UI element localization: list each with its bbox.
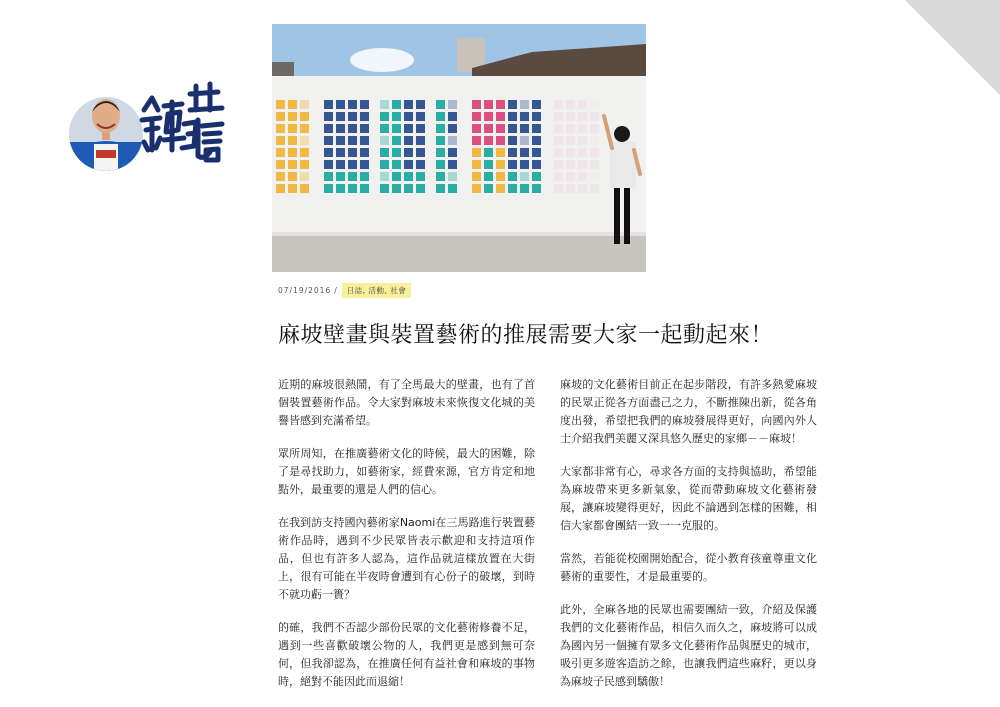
mural-tile [380,172,389,181]
mural-tile [496,160,505,169]
mural-tile [532,160,541,169]
mural-tile [508,148,517,157]
mural-tile [496,148,505,157]
mural-tile [392,112,401,121]
mural-tile [578,184,587,193]
mural-tile [578,148,587,157]
mural-tile [392,124,401,133]
mural-tile [436,124,445,133]
mural-tile [360,136,369,145]
paragraph: 在我到訪支持國內藝術家Naomi在三馬路進行裝置藝術作品時，遇到不少民眾皆表示歡迎和支持這項作品，但也有許多人認為，這作品就這樣放置在大街上，很有可能在半夜時會遭到有心份子的破壞，到時不就功虧一簣？ [278,516,535,601]
mural-tile [472,184,481,193]
mural-tile [520,124,529,133]
mural-tile [532,148,541,157]
mural-tile [484,160,493,169]
mural-tile [496,184,505,193]
mural-tile [496,100,505,109]
mural-tile [520,112,529,121]
article-title: 麻坡壁畫與裝置藝術的推展需要大家一起動起來！ [278,323,774,348]
mural-tile [508,136,517,145]
mural-tile [300,100,309,109]
paragraph: 眾所周知，在推廣藝術文化的時候，最大的困難，除了是尋找助力，如藝術家，經費來源，官方肯定和地點外，最重要的還是人們的信心。 [278,447,535,496]
mural-tile [288,136,297,145]
mural-tile [436,148,445,157]
mural-tile [554,112,563,121]
mural-tile [288,184,297,193]
mural-tile [484,124,493,133]
mural-tile [448,184,457,193]
mural-tile [276,160,285,169]
mural-tile [276,124,285,133]
mural-tile [404,184,413,193]
mural-tile [380,160,389,169]
mural-tile [336,148,345,157]
mural-tile [448,160,457,169]
mural-tile [532,124,541,133]
mural-tile [380,184,389,193]
paragraph: 的確，我們不否認少部份民眾的文化藝術修養不足，遇到一些喜歡破壞公物的人，我們更是感到無可奈何，但我卻認為，在推廣任何有益社會和麻坡的事物時，絕對不能因此而退縮！ [278,621,535,688]
paragraph: 大家都非常有心，尋求各方面的支持與協助，希望能為麻坡帶來更多新氣象，從而帶動麻坡文化藝術發展，讓麻坡變得更好，因此不論遇到怎樣的困難，相信大家都會團結一致一一克服的。 [560,465,817,532]
featured-image [272,24,646,272]
mural-tile [472,160,481,169]
mural-tile [496,112,505,121]
mural-tile [554,124,563,133]
mural-tile [578,172,587,181]
mural-tile [532,184,541,193]
mural-tile [392,148,401,157]
mural-tile [288,160,297,169]
mural-tile [288,112,297,121]
mural-tile [300,136,309,145]
article-column-left [278,376,535,706]
mural-tile [472,124,481,133]
mural-tile [520,160,529,169]
mural-tile [448,124,457,133]
mural-tile [360,160,369,169]
mural-tile [336,136,345,145]
mural-tile [484,184,493,193]
mural-tile [336,100,345,109]
mural-tile [472,100,481,109]
mural-tile [448,148,457,157]
mural-tile [590,172,599,181]
mural-tile [276,100,285,109]
article-column-right [560,376,817,706]
mural-tile [496,136,505,145]
mural-tile [404,112,413,121]
mural-tile [360,184,369,193]
mural-tile [554,136,563,145]
mural-tile [300,112,309,121]
corner-decoration [905,0,1000,95]
mural-tile [484,148,493,157]
mural-tile [472,172,481,181]
mural-tile [590,136,599,145]
calligraphy-logo [138,80,226,164]
mural-tile [578,112,587,121]
mural-tile [392,184,401,193]
mural-tile [416,136,425,145]
mural-tile [300,172,309,181]
mural-tile [360,124,369,133]
mural-tile [324,100,333,109]
mural-tile [436,172,445,181]
mural-tile [336,184,345,193]
mural-tile [554,172,563,181]
mural-tile [288,148,297,157]
mural-tile [448,112,457,121]
mural-tile [472,112,481,121]
mural-tile [590,112,599,121]
mural-tile [484,100,493,109]
mural-tile [508,124,517,133]
mural-tile [300,148,309,157]
meta-separator: / [334,285,338,295]
mural-tile [300,160,309,169]
mural-tile [566,160,575,169]
mural-tile [472,148,481,157]
mural-tile [392,136,401,145]
mural-tile [578,136,587,145]
mural-tile [484,136,493,145]
mural-tile [590,100,599,109]
mural-tile [532,136,541,145]
mural-tile [416,112,425,121]
mural-tile [324,172,333,181]
mural-tile [566,136,575,145]
mural-tile [436,100,445,109]
mural-tile [520,100,529,109]
paragraph: 麻坡的文化藝術目前正在起步階段，有許多熱愛麻坡的民眾正從各方面盡己之力，不斷推陳出新，從各角度出發，希望把我們的麻坡發展得更好，向國內外人士介紹我們美麗又深具悠久歷史的家鄉－－麻坡！ [560,378,817,445]
mural-tile [566,184,575,193]
mural-tile [508,160,517,169]
mural-tile [554,160,563,169]
mural-tile [508,172,517,181]
mural-tile [336,112,345,121]
mural-tile [508,100,517,109]
mural-tile [380,124,389,133]
mural-tile [288,124,297,133]
mural-tile [436,160,445,169]
mural-tile [324,124,333,133]
mural-tile [392,172,401,181]
mural-tile [324,184,333,193]
mural-tile [348,136,357,145]
mural-tile [336,160,345,169]
mural-tile [404,148,413,157]
mural-tile [436,112,445,121]
paragraph: 當然，若能從校園開始配合，從小教育孩童尊重文化藝術的重要性，才是最重要的。 [560,552,817,583]
mural-tile [496,172,505,181]
mural-tile [496,124,505,133]
mural-tile [348,124,357,133]
mural-tile [380,148,389,157]
mural-tile [276,148,285,157]
mural-tile [448,100,457,109]
mural-tile [554,184,563,193]
mural-tile [532,112,541,121]
mural-tile [416,184,425,193]
mural-tile [288,100,297,109]
mural-tile [404,172,413,181]
mural-tile [392,160,401,169]
mural-tile [566,172,575,181]
mural-tile [300,184,309,193]
category-tag[interactable]: 日誌, 活動, 社會 [342,283,412,298]
site-logo[interactable] [66,72,226,172]
mural-tile [448,136,457,145]
mural-tile [336,172,345,181]
mural-tile [566,112,575,121]
mural-tile [520,136,529,145]
mural-tile [566,124,575,133]
paragraph: 近期的麻坡很熱鬧，有了全馬最大的壁畫，也有了首個裝置藝術作品。令大家對麻坡未來恢復文化城的美譽皆感到充滿希望。 [278,378,535,427]
mural-tile [416,172,425,181]
mural-tile [348,184,357,193]
mural-tile [520,184,529,193]
mural-tile [484,112,493,121]
paragraph: 此外，全麻各地的民眾也需要團結一致，介紹及保護我們的文化藝術作品，相信久而久之，麻坡將可以成為國內另一個擁有眾多文化藝術作品與歷史的城市，吸引更多遊客造訪之餘，也讓我們這些麻籽，更以身為麻坡子民感到驕傲！ [560,603,817,688]
mural-tile [348,148,357,157]
mural-tile [566,148,575,157]
mural-tile [360,100,369,109]
mural-tile [404,160,413,169]
mural-tile [360,112,369,121]
mural-tile [472,136,481,145]
mural-tile [348,160,357,169]
mural-tile [360,172,369,181]
mural-tile [416,100,425,109]
post-meta [278,282,411,298]
mural-tile [276,112,285,121]
mural-tile [276,172,285,181]
mural-tile [324,160,333,169]
mural-tile [520,172,529,181]
mural-tile [324,112,333,121]
mural-tile [416,160,425,169]
mural-tile [448,172,457,181]
mural-tile [348,172,357,181]
mural-tile [380,112,389,121]
mural-tile [324,148,333,157]
mural-tile [404,100,413,109]
mural-tile [532,100,541,109]
mural-tile [380,100,389,109]
mural-tile [554,148,563,157]
mural-tile [416,148,425,157]
mural-tile [590,148,599,157]
mural-tile [590,184,599,193]
mural-tile [578,100,587,109]
mural-tile [276,184,285,193]
avatar-icon [66,72,145,172]
mural-tile [520,148,529,157]
mural-tile [336,124,345,133]
mural-tile [554,100,563,109]
mural-tile [324,136,333,145]
mural-tile [590,160,599,169]
mural-tile [380,136,389,145]
mural-tile [532,172,541,181]
post-date: 07/19/2016 [278,285,332,295]
mural-tile [348,112,357,121]
mural-tile [288,172,297,181]
mural-tile [508,184,517,193]
mural-photo [272,24,646,272]
mural-tile [484,172,493,181]
mural-tile [566,100,575,109]
mural-tile [404,124,413,133]
mural-tile [276,136,285,145]
mural-tile [436,184,445,193]
mural-tile [416,124,425,133]
mural-tile [300,124,309,133]
mural-tile [436,136,445,145]
mural-tile [392,100,401,109]
mural-tile [578,124,587,133]
mural-tile [578,160,587,169]
mural-tile [508,112,517,121]
mural-tile [360,148,369,157]
mural-tile [404,136,413,145]
mural-tile [590,124,599,133]
mural-tile [348,100,357,109]
